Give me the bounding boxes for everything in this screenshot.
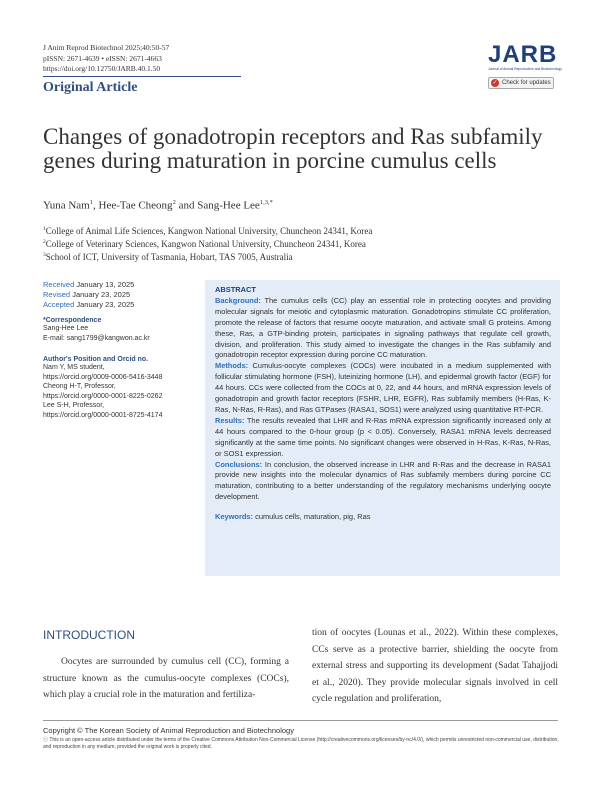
body-paragraph: tion of oocytes (Lounas et al., 2022). Within these complexes, CCs serve as a protective barrier, shielding the oocyte from external stress and supporting its development (Sadat Tahajjodi et al., 2020). They provide molecular signals involved in cell cycle regulation and proliferation, (312, 628, 558, 704)
methods-text: Cumulus-oocyte complexes (COCs) were incubated in a medium supplemented with follicular stimulating hormone (FSH), luteinizing hormone (LH), and epidermal growth factor (EGF) for 44 hours. CCs were collected from the COCs at 0, 22, and 44 hours, and mRNA expression levels of gonadotropin and growth factor receptors (FSHR, LHR, EGFR), Ras subfamily members (H-Ras, K-Ras, N-Ras, R-Ras), and Ras GTPases (RASA1, SOS1) were analyzed using quantitative RT-PCR. (215, 361, 551, 414)
affiliation-text: College of Animal Life Sciences, Kangwon National University, Chuncheon 24341, Korea (45, 226, 373, 236)
header-divider (43, 76, 241, 77)
orcid-line: Lee S-H, Professor, (43, 402, 105, 409)
orcid-line: Nam Y, MS student, (43, 364, 105, 371)
author-affil-sup: 1 (89, 199, 93, 206)
correspondence-heading: *Correspondence (43, 317, 102, 324)
logo-subtitle: Journal of Animal Reproduction and Biotechnology (488, 67, 562, 71)
body-paragraph: Oocytes are surrounded by cumulus cell (CC), forming a structure known as the cumulus-oocyte complexes (COCs), which play a crucial role in the maturation and fertiliza- (43, 657, 289, 700)
orcid-line: Cheong H-T, Professor, (43, 383, 116, 390)
affiliation-sup: 2 (43, 239, 46, 245)
journal-citation: J Anim Reprod Biotechnol 2025;40:50-57 (43, 43, 170, 52)
author-affil-sup: 2 (172, 199, 176, 206)
accepted-date (43, 300, 134, 310)
results-text: The results revealed that LHR and R-Ras mRNA expression significantly increased only at 44 hours compared to the 0-hour group (p < 0.05). Conversely, RASA1 mRNA levels decreased significantly at the same time points. No significant changes were observed in H-Ras, K-Ras, N-Ras, or SOS1 expression. (215, 415, 551, 458)
article-type: Original Article (43, 80, 138, 95)
revised-label: Revised (43, 290, 71, 299)
author-list (43, 199, 273, 212)
body-column-left (43, 654, 289, 704)
article-dates (43, 280, 134, 310)
orcid-heading: Author's Position and Orcid no. (43, 356, 149, 363)
results-label: Results: (215, 415, 245, 425)
author-name: Sang-Hee Lee (197, 199, 260, 212)
received-label: Received (43, 280, 75, 289)
logo-text: JARB (488, 41, 558, 68)
body-column-right (312, 625, 558, 708)
author-name: Yuna Nam (43, 199, 90, 212)
affiliation-text: School of ICT, University of Tasmania, Hobart, TAS 7005, Australia (45, 252, 293, 262)
abstract-keywords (215, 512, 551, 523)
cc-icon: ⓒ (43, 737, 50, 743)
background-text: The cumulus cells (CC) play an essential role in protecting oocytes and providing molecular signals for meiotic and cytoplasmic maturation. Gonadotropins stimulate CC proliferation, promote the release of factors that resume oocyte maturation, and activate small G proteins. Among these, Ras, a GTP-binding protein, participates in signaling pathways that regulate cell growth, division, and proliferation. This study aimed to investigate the changes in the Ras subfamily and gonadotropin receptor expression during porcine CC maturation. (215, 295, 551, 360)
background-label: Background: (215, 295, 261, 305)
affiliation (43, 250, 372, 263)
orcid-link[interactable]: https://orcid.org/0000-0001-8725-4174 (43, 411, 163, 419)
author-name: Hee-Tae Cheong (98, 199, 173, 212)
author-affil-sup: 1,3,* (259, 199, 273, 206)
abstract-box (205, 280, 560, 576)
abstract-background (215, 296, 551, 361)
abstract-methods (215, 361, 551, 416)
affiliation-text: College of Veterinary Sciences, Kangwon National University, Chuncheon 24341, Korea (45, 239, 366, 249)
revised-value: January 23, 2025 (72, 290, 131, 299)
journal-citation-block (43, 43, 169, 75)
received-date (43, 280, 134, 290)
author-separator: and (175, 199, 198, 212)
methods-label: Methods: (215, 361, 249, 371)
conclusions-label: Conclusions: (215, 459, 263, 469)
accepted-label: Accepted (43, 300, 75, 309)
license-notice (43, 737, 561, 751)
affiliation (43, 224, 372, 237)
correspondence-block (43, 317, 150, 343)
affiliation-list (43, 224, 372, 263)
issn: pISSN: 2671-4639 • eISSN: 2671-4663 (43, 53, 162, 63)
check-for-updates-button[interactable] (488, 77, 554, 89)
check-updates-label: Check for updates (502, 80, 551, 86)
abstract-heading: ABSTRACT (215, 285, 256, 294)
revised-date (43, 290, 134, 300)
correspondence-email[interactable]: E-mail: sang1799@kangwon.ac.kr (43, 334, 150, 342)
keywords-text: cumulus cells, maturation, pig, Ras (253, 512, 371, 522)
doi-link[interactable]: https://doi.org/10.12750/JARB.40.1.50 (43, 64, 161, 73)
check-updates-icon: ✓ (492, 80, 498, 86)
license-text: This is an open-access article distributed under the terms of the Creative Commons Attribution Non-Commercial License (http://creativecommons.org/licenses/by-nc/4.0/), which permits unrestricted non-commercial use, distribution, and reproduction in any medium, provided the original work is properly cited. (43, 737, 559, 750)
footer-divider (43, 720, 558, 721)
keywords-label: Keywords: (215, 512, 254, 522)
affiliation-sup: 3 (43, 252, 46, 258)
orcid-block (43, 356, 162, 420)
accepted-value: January 23, 2025 (76, 300, 135, 309)
copyright-notice: Copyright © The Korean Society of Animal Reproduction and Biotechnology (43, 726, 294, 735)
journal-logo[interactable] (488, 41, 562, 89)
received-value: January 13, 2025 (76, 280, 135, 289)
correspondence-name: Sang-Hee Lee (43, 325, 89, 332)
orcid-link[interactable]: https://orcid.org/0009-0006-5416-3448 (43, 373, 163, 381)
orcid-link[interactable]: https://orcid.org/0000-0001-8225-0262 (43, 392, 163, 400)
paper-title: Changes of gonadotropin receptors and Ras subfamily genes during maturation in porcine cumulus cells (43, 124, 543, 173)
abstract-conclusions (215, 460, 551, 504)
affiliation (43, 237, 372, 250)
affiliation-sup: 1 (43, 226, 46, 232)
conclusions-text: In conclusion, the observed increase in LHR and R-Ras and the decrease in RASA1 provide new insights into the molecular dynamics of Ras subfamily members during porcine CC maturation, contributing to a better understanding of the regulatory mechanisms underlying oocyte development. (215, 459, 551, 502)
author-separator: , (93, 199, 99, 212)
abstract-results (215, 416, 551, 460)
section-heading-introduction: INTRODUCTION (43, 628, 135, 642)
